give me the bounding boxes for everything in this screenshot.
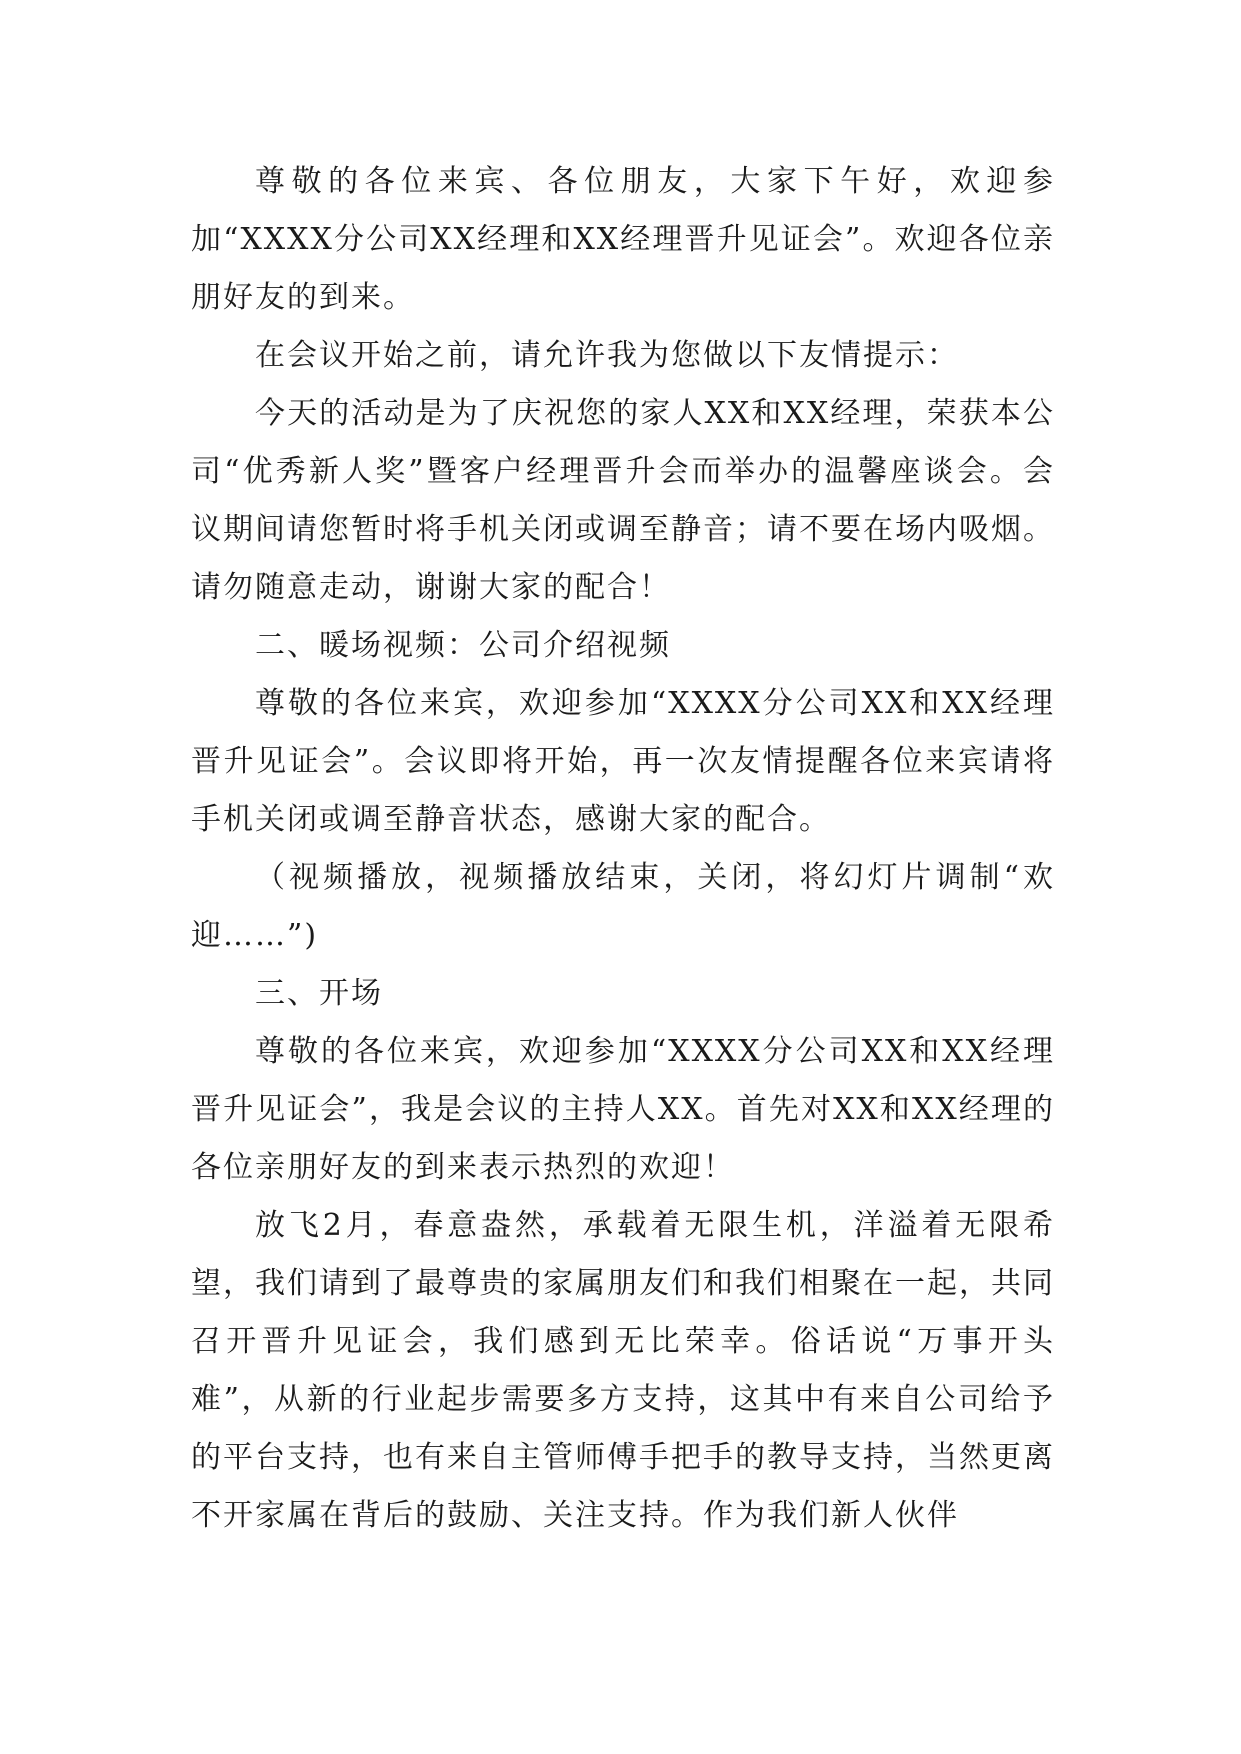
section-heading-warmup-video: 二、暖场视频：公司介绍视频 bbox=[255, 628, 671, 663]
document-body bbox=[191, 153, 1055, 1545]
paragraph-warmup-welcome: 尊敬的各位来宾，欢迎参加“XXXX分公司XX和XX经理晋升见证会”。会议即将开始，再一次友情提醒各位来宾请将手机关闭或调至静音状态，感谢大家的配合。 bbox=[191, 686, 1055, 837]
paragraph-reminder: 今天的活动是为了庆祝您的家人XX和XX经理，荣获本公司“优秀新人奖”暨客户经理晋升会而举办的温馨座谈会。会议期间请您暂时将手机关闭或调至静音；请不要在场内吸烟。请勿随意走动，谢谢大家的配合！ bbox=[191, 396, 1055, 605]
paragraph-reminder-intro: 在会议开始之前，请允许我为您做以下友情提示： bbox=[255, 338, 959, 373]
paragraph-opening-speech: 放飞2月，春意盎然，承载着无限生机，洋溢着无限希望，我们请到了最尊贵的家属朋友们和我们相聚在一起，共同召开晋升见证会，我们感到无比荣幸。俗话说“万事开头难”，从新的行业起步需要多方支持，这其中有来自公司给予的平台支持，也有来自主管师傅手把手的教导支持，当然更离不开家属在背后的鼓励、关注支持。作为我们新人伙伴 bbox=[191, 1208, 1055, 1533]
section-heading-opening: 三、开场 bbox=[255, 976, 383, 1011]
paragraph-opening-welcome: 尊敬的各位来宾，欢迎参加“XXXX分公司XX和XX经理晋升见证会”，我是会议的主持人XX。首先对XX和XX经理的各位亲朋好友的到来表示热烈的欢迎！ bbox=[191, 1034, 1055, 1185]
paragraph-video-note: （视频播放，视频播放结束，关闭，将幻灯片调制“欢迎……”) bbox=[191, 860, 1055, 953]
paragraph-welcome: 尊敬的各位来宾、各位朋友，大家下午好，欢迎参加“XXXX分公司XX经理和XX经理晋升见证会”。欢迎各位亲朋好友的到来。 bbox=[191, 164, 1055, 315]
